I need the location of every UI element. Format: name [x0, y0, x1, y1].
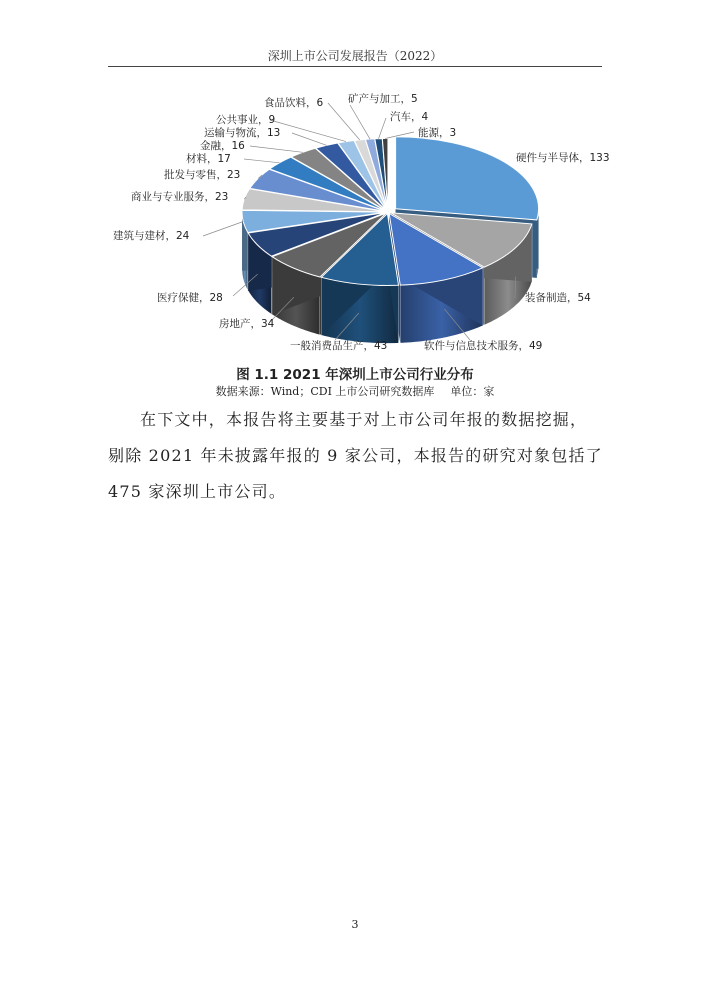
- slice-label: 装备制造，54: [525, 292, 591, 304]
- industry-pie-chart: [0, 80, 710, 360]
- slice-label: 材料，17: [186, 153, 231, 165]
- slice-label: 医疗保健，28: [157, 292, 223, 304]
- slice-label: 金融，16: [200, 140, 245, 152]
- leader-line: [250, 146, 303, 152]
- source-text: 数据来源：Wind；CDI 上市公司研究数据库: [215, 385, 435, 398]
- body-paragraph: 在下文中，本报告将主要基于对上市公司年报的数据挖掘，剔除 2021 年未披露年报的 9 家公司，本报告的研究对象包括了 475 家深圳上市公司。: [108, 410, 603, 501]
- leader-line: [203, 222, 243, 237]
- slice-硬件与半导体: [396, 137, 539, 220]
- slice-label: 房地产，34: [219, 318, 275, 330]
- slice-label: 一般消费品生产，43: [290, 340, 388, 352]
- unit-text: 单位：家: [450, 385, 495, 398]
- slice-label: 软件与信息技术服务，49: [424, 340, 543, 352]
- page-number: 3: [351, 918, 359, 931]
- slice-label: 公共事业，9: [216, 114, 276, 126]
- leader-line: [244, 159, 280, 163]
- slice-label: 运输与物流，13: [204, 127, 281, 139]
- slice-label: 能源，3: [418, 127, 457, 139]
- slice-label: 矿产与加工，5: [348, 93, 418, 105]
- slice-label: 食品饮料，6: [264, 97, 324, 109]
- figure-caption: 图 1.1 2021 年深圳上市公司行业分布: [236, 367, 474, 383]
- figure-source: [0, 383, 710, 399]
- header-rule: [108, 66, 602, 67]
- slice-label: 汽车，4: [390, 111, 429, 123]
- leader-line: [350, 105, 370, 139]
- slice-label: 批发与零售，23: [164, 169, 241, 181]
- leader-line: [328, 103, 360, 140]
- slice-label: 商业与专业服务，23: [131, 191, 229, 203]
- slice-label: 硬件与半导体，133: [516, 152, 610, 164]
- slice-label: 建筑与建材，24: [113, 230, 190, 242]
- leader-line: [379, 118, 387, 139]
- running-header: 深圳上市公司发展报告（2022）: [267, 49, 443, 63]
